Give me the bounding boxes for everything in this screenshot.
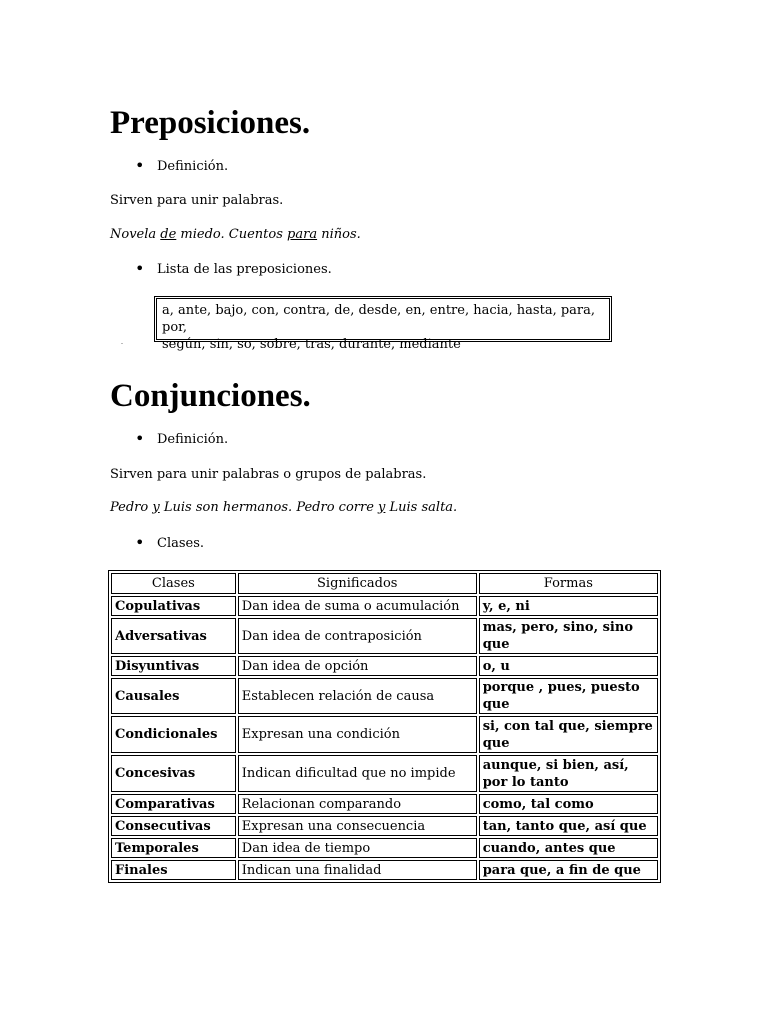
table-header-cell: Clases [111, 573, 236, 594]
table-cell-class: Disyuntivas [111, 656, 236, 676]
preposiciones-example [110, 226, 361, 244]
prepositions-list-box [154, 296, 612, 352]
example-part-underlined: y [152, 500, 160, 515]
table-cell-meaning: Relacionan comparando [238, 794, 477, 814]
prepositions-line: según, sin, so, sobre, tras, durante, mediante [162, 337, 461, 352]
table-cell-class: Temporales [111, 838, 236, 858]
table-cell-meaning: Indican una finalidad [238, 860, 477, 880]
table-cell-forms: para que, a fin de que [479, 860, 658, 880]
table-cell-forms: cuando, antes que [479, 838, 658, 858]
example-part: niños. [317, 227, 361, 242]
bullet-definicion-conjunciones [136, 431, 228, 449]
table-cell-meaning: Dan idea de tiempo [238, 838, 477, 858]
table-cell-meaning: Expresan una condición [238, 716, 477, 753]
table-cell-class: Adversativas [111, 618, 236, 654]
preposiciones-definition-text: Sirven para unir palabras. [110, 193, 284, 208]
table-cell-forms: y, e, ni [479, 596, 658, 616]
example-part: Luis salta. [385, 500, 458, 515]
table-row [111, 755, 658, 792]
stray-mark [121, 343, 123, 344]
table-row [111, 860, 658, 880]
heading-preposiciones: Preposiciones. [110, 105, 311, 141]
table-cell-meaning: Dan idea de suma o acumulación [238, 596, 477, 616]
bullet-label: Definición. [157, 432, 229, 447]
table-cell-forms: mas, pero, sino, sino que [479, 618, 658, 654]
table-row [111, 816, 658, 836]
table-cell-class: Copulativas [111, 596, 236, 616]
example-part: Luis son hermanos. Pedro corre [159, 500, 379, 515]
table-cell-forms: como, tal como [479, 794, 658, 814]
table-cell-forms: si, con tal que, siempre que [479, 716, 658, 753]
table-cell-class: Comparativas [111, 794, 236, 814]
table-cell-forms: aunque, si bien, así, por lo tanto [479, 755, 658, 792]
conjunctions-table [108, 570, 661, 883]
table-row [111, 656, 658, 676]
example-part: Novela [110, 227, 161, 242]
conjunciones-definition-text: Sirven para unir palabras o grupos de palabras. [110, 467, 427, 482]
table-cell-class: Condicionales [111, 716, 236, 753]
example-part-underlined: para [287, 227, 318, 242]
example-part: miedo. Cuentos [176, 227, 288, 242]
bullet-lista-preposiciones [136, 261, 332, 279]
example-part-underlined: de [160, 227, 177, 242]
table-header-cell: Formas [479, 573, 658, 594]
table-header-cell: Significados [238, 573, 477, 594]
table-cell-meaning: Expresan una consecuencia [238, 816, 477, 836]
table-cell-class: Causales [111, 678, 236, 714]
example-part: Pedro [110, 500, 153, 515]
table-cell-meaning: Establecen relación de causa [238, 678, 477, 714]
table-row [111, 596, 658, 616]
bullet-label: Clases. [157, 536, 205, 551]
bullet-label: Lista de las preposiciones. [157, 262, 332, 277]
table-cell-forms: tan, tanto que, así que [479, 816, 658, 836]
heading-conjunciones: Conjunciones. [110, 378, 311, 414]
table-cell-class: Finales [111, 860, 236, 880]
table-header-row [111, 573, 658, 594]
prepositions-line: a, ante, bajo, con, contra, de, desde, en, entre, hacia, hasta, para, por, [162, 303, 596, 335]
table-cell-forms: o, u [479, 656, 658, 676]
table-cell-class: Consecutivas [111, 816, 236, 836]
example-part-underlined: y [378, 500, 386, 515]
table-row [111, 716, 658, 753]
table-row [111, 794, 658, 814]
table-row [111, 678, 658, 714]
bullet-label: Definición. [157, 159, 229, 174]
table-cell-meaning: Dan idea de opción [238, 656, 477, 676]
table-cell-meaning: Indican dificultad que no impide [238, 755, 477, 792]
table-row [111, 618, 658, 654]
bullet-definicion-preposiciones [136, 158, 228, 176]
conjunciones-example [110, 499, 457, 517]
table-cell-meaning: Dan idea de contraposición [238, 618, 477, 654]
bullet-clases [136, 535, 204, 553]
table-cell-class: Concesivas [111, 755, 236, 792]
table-row [111, 838, 658, 858]
table-cell-forms: porque , pues, puesto que [479, 678, 658, 714]
